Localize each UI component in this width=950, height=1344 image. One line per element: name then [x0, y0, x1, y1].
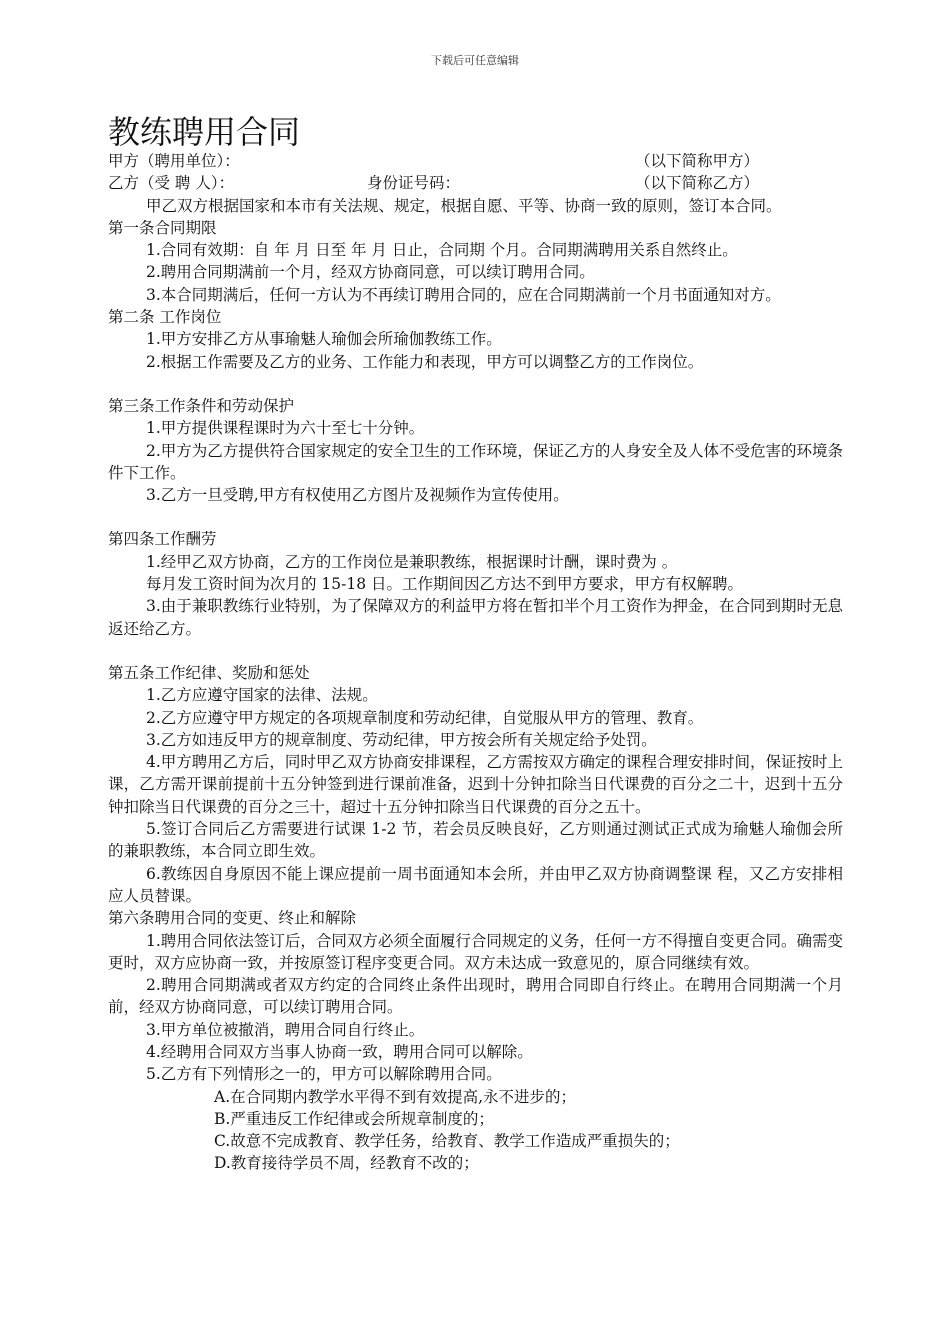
clause-5-6: 6.教练因自身原因不能上课应提前一周书面通知本会所，并由甲乙双方协商调整课 程，又乙方安排相应人员替课。 — [108, 864, 843, 905]
clause-5-4: 4.甲方聘用乙方后，同时甲乙双方协商安排课程，乙方需按双方确定的课程合理安排时间，保证按时上课，乙方需开课前提前十五分钟签到进行课前准备，迟到十分钟扣除当日代课费的百分之二十，迟到十五分钟扣除当日代课费的百分之三十，超过十五分钟扣除当日代课费的百分之五十。 — [108, 753, 843, 816]
clause-1-1: 1.合同有效期：自 年 月 日至 年 月 日止，合同期 个月。合同期满聘用关系自然终止。 — [146, 241, 738, 260]
spacer — [108, 640, 843, 662]
sub-item-b: B.严重违反工作纪律或会所规章制度的； — [214, 1109, 494, 1128]
clause-2-1: 1.甲方安排乙方从事瑜魅人瑜伽会所瑜伽教练工作。 — [146, 330, 502, 349]
spacer — [108, 373, 843, 395]
clause-3-1: 1.甲方提供课程课时为六十至七十分钟。 — [146, 419, 425, 438]
party-a-label: 甲方（聘用单位）： — [108, 152, 240, 170]
clause-6-2: 2.聘用合同期满或者双方约定的合同终止条件出现时，聘用合同即自行终止。在聘用合同期满一个月前，经双方协商同意，可以续订聘用合同。 — [108, 976, 843, 1017]
clause-5-3: 3.乙方如违反甲方的规章制度、劳动纪律，甲方按会所有关规定给予处罚。 — [146, 730, 657, 749]
document-title: 教练聘用合同 — [108, 113, 301, 151]
clause-5-1: 1.乙方应遵守国家的法律、法规。 — [146, 686, 378, 705]
sub-item-c: C.故意不完成教育、教学任务，给教育、教学工作造成严重损失的； — [214, 1132, 680, 1151]
sub-item-d: D.教育接待学员不周，经教育不改的； — [214, 1154, 479, 1173]
section-1-heading: 第一条合同期限 — [108, 218, 217, 237]
clause-6-1: 1.聘用合同依法签订后，合同双方必须全面履行合同规定的义务，任何一方不得擅自变更合同。确需变更时，双方应协商一致，并按原签订程序变更合同。双方未达成一致意见的，原合同继续有效。 — [108, 931, 843, 972]
clause-3-2: 2.甲方为乙方提供符合国家规定的安全卫生的工作环境，保证乙方的人身安全及人体不受危害的环境条件下工作。 — [108, 441, 843, 482]
clause-6-5: 5.乙方有下列情形之一的，甲方可以解除聘用合同。 — [146, 1065, 502, 1084]
sub-item-a: A.在合同期内教学水平得不到有效提高,永不进步的； — [214, 1087, 577, 1106]
party-a-suffix: （以下简称甲方） — [635, 152, 760, 170]
clause-4-1-continued: 每月发工资时间为次月的 15-18 日。工作期间因乙方达不到甲方要求，甲方有权解聘。 — [146, 575, 744, 594]
spacer — [108, 506, 843, 528]
section-6-heading: 第六条聘用合同的变更、终止和解除 — [108, 909, 357, 928]
section-3-heading: 第三条工作条件和劳动保护 — [108, 396, 295, 415]
party-b-suffix: （以下简称乙方） — [635, 174, 760, 193]
intro-paragraph: 甲乙双方根据国家和本市有关法规、规定，根据自愿、平等、协商一致的原则，签订本合同。 — [146, 196, 782, 215]
section-4-heading: 第四条工作酬劳 — [108, 530, 217, 549]
party-b-id-label: 身份证号码： — [367, 174, 461, 193]
clause-1-3: 3.本合同期满后，任何一方认为不再续订聘用合同的，应在合同期满前一个月书面通知对方。 — [146, 285, 781, 304]
contract-document — [108, 112, 843, 1175]
section-5-heading: 第五条工作纪律、奖励和惩处 — [108, 663, 310, 682]
party-b-line — [108, 172, 843, 194]
party-a-line — [108, 150, 843, 172]
clause-2-2: 2.根据工作需要及乙方的业务、工作能力和表现，甲方可以调整乙方的工作岗位。 — [146, 352, 704, 371]
clause-1-2: 2.聘用合同期满前一个月，经双方协商同意，可以续订聘用合同。 — [146, 263, 595, 282]
party-b-label: 乙方（受 聘 人）： — [108, 174, 235, 193]
clause-5-5: 5.签订合同后乙方需要进行试课 1-2 节，若会员反映良好，乙方则通过测试正式成为瑜魅人瑜伽会所的兼职教练，本合同立即生效。 — [108, 820, 843, 861]
clause-6-4: 4.经聘用合同双方当事人协商一致，聘用合同可以解除。 — [146, 1042, 533, 1061]
clause-4-3: 3.由于兼职教练行业特别，为了保障双方的利益甲方将在暂扣半个月工资作为押金，在合同到期时无息返还给乙方。 — [108, 597, 843, 638]
clause-6-3: 3.甲方单位被撤消，聘用合同自行终止。 — [146, 1020, 425, 1039]
section-2-heading: 第二条 工作岗位 — [108, 308, 222, 327]
clause-3-3: 3.乙方一旦受聘,甲方有权使用乙方图片及视频作为宣传使用。 — [146, 486, 569, 505]
header-note: 下载后可任意编辑 — [431, 54, 519, 67]
clause-4-1: 1.经甲乙双方协商，乙方的工作岗位是兼职教练，根据课时计酬，课时费为 。 — [146, 552, 678, 571]
clause-5-2: 2.乙方应遵守甲方规定的各项规章制度和劳动纪律，自觉服从甲方的管理、教育。 — [146, 708, 704, 727]
